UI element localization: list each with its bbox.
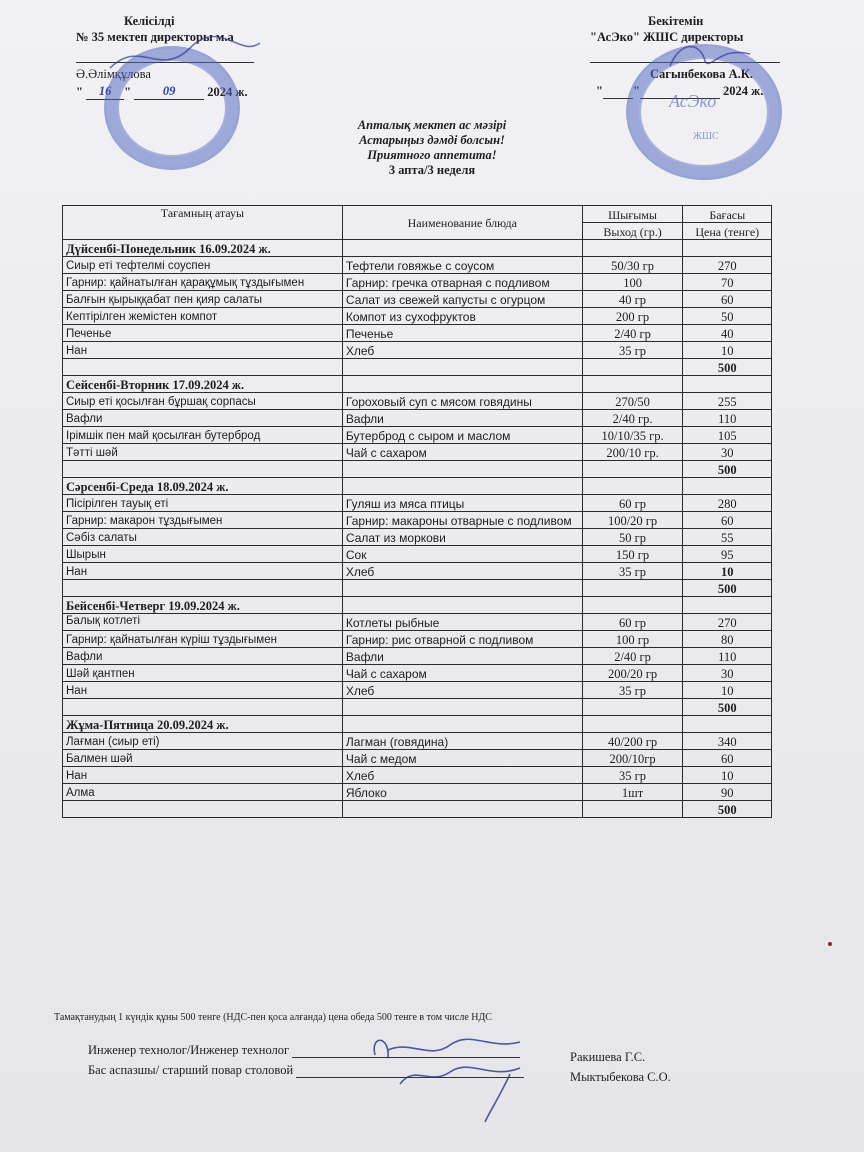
dish-ru: Салат из моркови (342, 529, 582, 546)
dish-ru: Хлеб (342, 563, 582, 580)
table-row (63, 563, 772, 580)
title-line-2: Астарыңыз дәмді болсын! (359, 133, 505, 147)
dish-ru: Сок (342, 546, 582, 563)
day-title: Жұма-Пятница 20.09.2024 ж. (63, 716, 343, 733)
approved-label: Келісілді (124, 14, 175, 28)
dish-price: 255 (683, 393, 772, 410)
header-output-ru: Выход (гр.) (582, 223, 683, 240)
table-row (63, 444, 772, 461)
dish-ru: Хлеб (342, 342, 582, 359)
day-total: 500 (683, 801, 772, 818)
dish-kz: Ірімшік пен май қосылған бутерброд (63, 427, 343, 444)
table-row (63, 546, 772, 563)
table-row (63, 767, 772, 784)
table-row (63, 512, 772, 529)
dish-kz: Печенье (63, 325, 343, 342)
date-year-left: 2024 ж. (207, 85, 248, 99)
dish-price: 40 (683, 325, 772, 342)
total-row (63, 461, 772, 478)
dish-kz: Вафли (63, 410, 343, 427)
total-row (63, 580, 772, 597)
dish-kz: Сиыр еті қосылған бұршақ сорпасы (63, 393, 343, 410)
dish-price: 10 (683, 767, 772, 784)
technologist-role: Инженер технолог/Инженер технолог (88, 1043, 290, 1057)
dish-kz: Шәй қантпен (63, 665, 343, 682)
dish-price: 280 (683, 495, 772, 512)
header-name-kz: Тағамның атауы (63, 206, 343, 240)
dish-ru: Гарнир: гречка отварная с подливом (342, 274, 582, 291)
dish-ru: Гороховый суп с мясом говядины (342, 393, 582, 410)
dish-price: 10 (683, 563, 772, 580)
table-row (63, 665, 772, 682)
dish-kz: Гарнир: қайнатылған қарақұмық тұздығымен (63, 274, 343, 291)
dish-ru: Чай с сахаром (342, 665, 582, 682)
company-stamp-text: АсЭко (669, 91, 717, 111)
dish-output: 10/10/35 гр. (582, 427, 683, 444)
dish-price: 110 (683, 648, 772, 665)
table-row (63, 631, 772, 648)
dish-price: 270 (683, 614, 772, 631)
dish-ru: Лагман (говядина) (342, 733, 582, 750)
dish-price: 10 (683, 342, 772, 359)
dish-output: 35 гр (582, 682, 683, 699)
dish-kz: Балмен шәй (63, 750, 343, 767)
title-line-1: Апталық мектеп ас мәзірі (357, 118, 507, 132)
dish-ru: Чай с медом (342, 750, 582, 767)
table-row (63, 682, 772, 699)
dish-output: 200 гр (582, 308, 683, 325)
dish-price: 60 (683, 750, 772, 767)
dish-price: 270 (683, 257, 772, 274)
director-signature-left (100, 28, 270, 88)
dish-price: 60 (683, 512, 772, 529)
table-row (63, 784, 772, 801)
dish-ru: Гарнир: макароны отварные с подливом (342, 512, 582, 529)
dish-price: 90 (683, 784, 772, 801)
dish-ru: Тефтели говяжье с соусом (342, 257, 582, 274)
table-row (63, 529, 772, 546)
paper-speck (828, 942, 832, 946)
table-row (63, 325, 772, 342)
dish-kz: Пісірілген тауық еті (63, 495, 343, 512)
dish-price: 60 (683, 291, 772, 308)
dish-output: 150 гр (582, 546, 683, 563)
dish-kz: Сиыр еті тефтелмі соуспен (63, 257, 343, 274)
day-row-tuesday (63, 376, 772, 393)
school-director-title: № 35 мектеп директоры м.а (76, 30, 234, 44)
company-director-name: Сагынбекова А.К. (650, 67, 753, 81)
table-row (63, 614, 772, 631)
day-total: 500 (683, 359, 772, 376)
dish-price: 30 (683, 444, 772, 461)
dish-kz: Нан (63, 682, 343, 699)
dish-price: 110 (683, 410, 772, 427)
dish-output: 200/10 гр. (582, 444, 683, 461)
table-row (63, 733, 772, 750)
approve-label: Бекітемін (648, 14, 704, 28)
dish-ru: Чай с сахаром (342, 444, 582, 461)
dish-kz: Сәбіз салаты (63, 529, 343, 546)
table-row (63, 291, 772, 308)
table-header-row (63, 206, 772, 223)
day-total: 500 (683, 699, 772, 716)
table-row (63, 648, 772, 665)
day-title: Сейсенбі-Вторник 17.09.2024 ж. (63, 376, 343, 393)
day-row-monday (63, 240, 772, 257)
director-signature-right (660, 36, 760, 76)
dish-ru: Бутерброд с сыром и маслом (342, 427, 582, 444)
day-title: Дүйсенбі-Понедельник 16.09.2024 ж. (63, 240, 343, 257)
header-name-ru: Наименование блюда (342, 206, 582, 240)
dish-price: 80 (683, 631, 772, 648)
dish-kz: Алма (63, 784, 343, 801)
dish-ru: Печенье (342, 325, 582, 342)
table-row (63, 257, 772, 274)
table-row (63, 308, 772, 325)
dish-output: 200/10гр (582, 750, 683, 767)
dish-kz: Нан (63, 563, 343, 580)
table-row (63, 410, 772, 427)
dish-ru: Гуляш из мяса птицы (342, 495, 582, 512)
dish-ru: Яблоко (342, 784, 582, 801)
title-line-4: 3 апта/3 неделя (388, 163, 476, 177)
dish-output: 60 гр (582, 614, 683, 631)
total-row (63, 801, 772, 818)
header-price-kz: Бағасы (683, 206, 772, 223)
header-price-ru: Цена (тенге) (683, 223, 772, 240)
dish-kz: Нан (63, 342, 343, 359)
dish-ru: Вафли (342, 410, 582, 427)
dish-price: 340 (683, 733, 772, 750)
chef-role: Бас аспазшы/ старший повар столовой (88, 1063, 294, 1077)
chef-signature (390, 1056, 550, 1126)
dish-kz: Шырын (63, 546, 343, 563)
dish-ru: Хлеб (342, 767, 582, 784)
dish-kz: Кептірілген жемістен компот (63, 308, 343, 325)
dish-output: 270/50 (582, 393, 683, 410)
approval-date-right: " " 2024 ж. (596, 84, 764, 98)
dish-kz: Балғын қырыққабат пен қияр салаты (63, 291, 343, 308)
school-director-name: Ә.Әлімқұлова (76, 67, 151, 81)
header-output-kz: Шығымы (582, 206, 683, 223)
dish-kz: Тәтті шәй (63, 444, 343, 461)
dish-output: 100 (582, 274, 683, 291)
day-title: Сәрсенбі-Среда 18.09.2024 ж. (63, 478, 343, 495)
dish-price: 50 (683, 308, 772, 325)
total-row (63, 359, 772, 376)
title-line-3: Приятного аппетита! (367, 148, 497, 162)
dish-output: 40/200 гр (582, 733, 683, 750)
day-title: Бейсенбі-Четверг 19.09.2024 ж. (63, 597, 343, 614)
date-year-right: 2024 ж. (723, 84, 764, 98)
dish-kz: Балық котлеті (63, 614, 343, 631)
dish-kz: Лағман (сиыр еті) (63, 733, 343, 750)
dish-output: 2/40 гр (582, 325, 683, 342)
dish-output: 50/30 гр (582, 257, 683, 274)
technologist-name: Ракишева Г.С. (570, 1050, 646, 1064)
approval-date-left: " 16 " 09 2024 ж. (76, 84, 248, 99)
dish-kz: Нан (63, 767, 343, 784)
dish-ru: Хлеб (342, 682, 582, 699)
dish-price: 55 (683, 529, 772, 546)
dish-ru: Вафли (342, 648, 582, 665)
menu-title (0, 118, 864, 178)
dish-price: 10 (683, 682, 772, 699)
company-director-title: "АсЭко" ЖШС директоры (590, 30, 744, 44)
table-row (63, 393, 772, 410)
dish-ru: Компот из сухофруктов (342, 308, 582, 325)
dish-kz: Вафли (63, 648, 343, 665)
dish-ru: Гарнир: рис отварной с подливом (342, 631, 582, 648)
dish-price: 30 (683, 665, 772, 682)
dish-output: 100 гр (582, 631, 683, 648)
day-total: 500 (683, 461, 772, 478)
table-row (63, 750, 772, 767)
dish-kz: Гарнир: макарон тұздығымен (63, 512, 343, 529)
dish-price: 105 (683, 427, 772, 444)
day-row-wednesday (63, 478, 772, 495)
dish-output: 40 гр (582, 291, 683, 308)
price-note: Тамақтанудың 1 күндік құны 500 тенге (НДС-пен қоса алғанда) цена обеда 500 тенге в том числе НДС (54, 1012, 492, 1023)
menu-table (62, 205, 772, 818)
dish-output: 35 гр (582, 563, 683, 580)
day-row-friday (63, 716, 772, 733)
dish-output: 2/40 гр (582, 648, 683, 665)
dish-price: 70 (683, 274, 772, 291)
dish-output: 35 гр (582, 342, 683, 359)
company-stamp-sub: ЖШС (693, 131, 719, 142)
table-row (63, 342, 772, 359)
day-total: 500 (683, 580, 772, 597)
dish-output: 50 гр (582, 529, 683, 546)
dish-kz: Гарнир: қайнатылған күріш тұздығымен (63, 631, 343, 648)
date-day: 16 (86, 84, 124, 100)
table-row (63, 274, 772, 291)
dish-ru: Котлеты рыбные (342, 614, 582, 631)
dish-output: 60 гр (582, 495, 683, 512)
dish-output: 100/20 гр (582, 512, 683, 529)
dish-output: 35 гр (582, 767, 683, 784)
dish-ru: Салат из свежей капусты с огурцом (342, 291, 582, 308)
table-row (63, 427, 772, 444)
day-row-thursday (63, 597, 772, 614)
table-row (63, 495, 772, 512)
dish-output: 2/40 гр. (582, 410, 683, 427)
total-row (63, 699, 772, 716)
dish-output: 1шт (582, 784, 683, 801)
date-month: 09 (134, 84, 204, 100)
dish-output: 200/20 гр (582, 665, 683, 682)
dish-price: 95 (683, 546, 772, 563)
chef-name: Мыктыбекова С.О. (570, 1070, 671, 1084)
